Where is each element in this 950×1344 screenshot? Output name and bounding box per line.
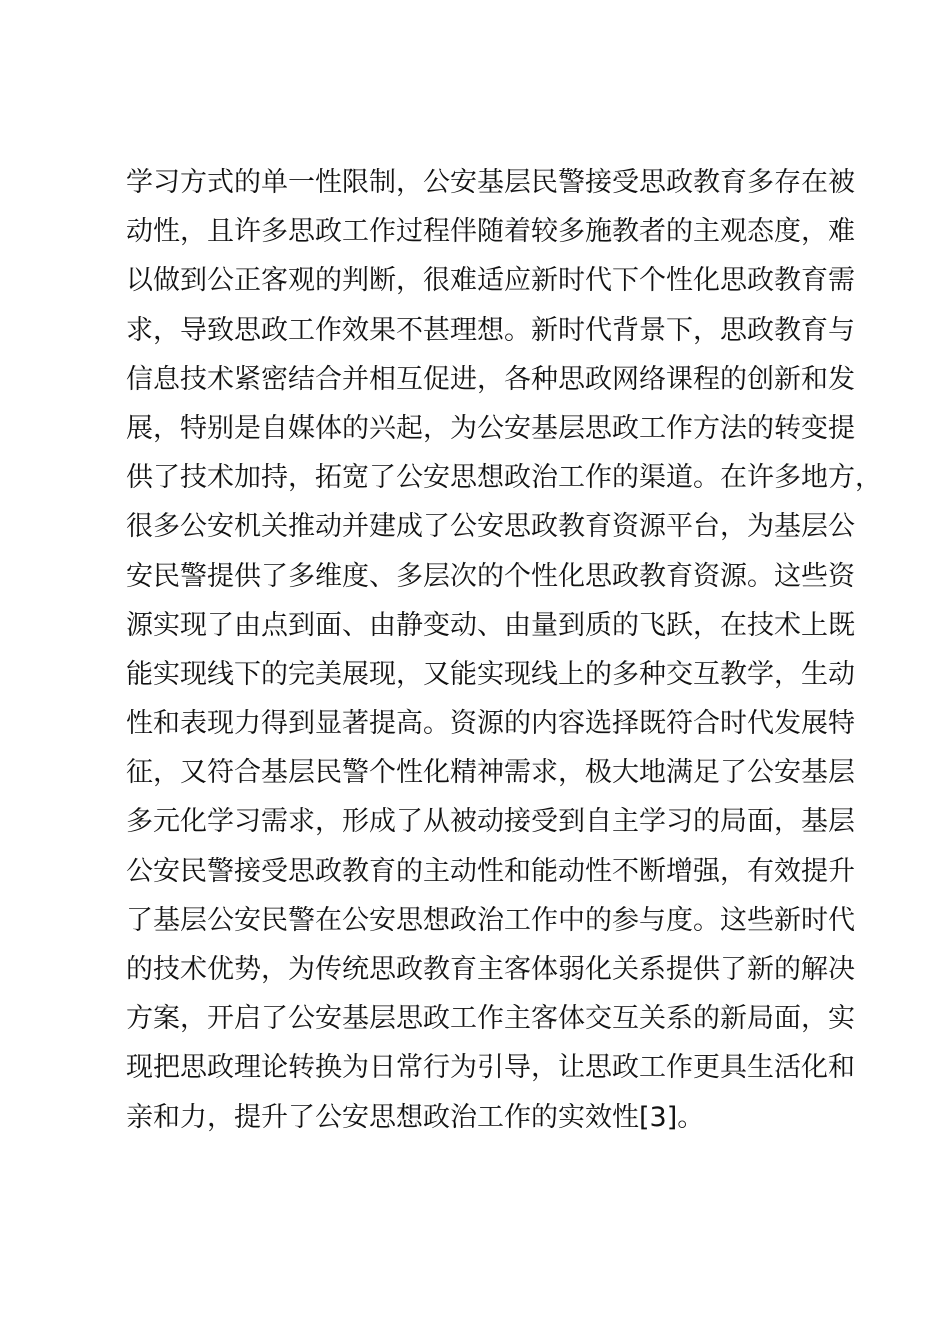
paragraph-line: 求，导致思政工作效果不甚理想。新时代背景下，思政教育与	[126, 314, 855, 346]
paragraph-line: 性和表现力得到显著提高。资源的内容选择既符合时代发展特	[126, 708, 855, 740]
paragraph-line: 动性，且许多思政工作过程伴随着较多施教者的主观态度，难	[126, 216, 855, 248]
paragraph-line: 了基层公安民警在公安思想政治工作中的参与度。这些新时代	[126, 904, 855, 936]
paragraph-line: 能实现线下的完美展现，又能实现线上的多种交互教学，生动	[126, 658, 855, 690]
paragraph-line: 亲和力，提升了公安思想政治工作的实效性[3]。	[126, 1101, 705, 1133]
paragraph-line: 多元化学习需求，形成了从被动接受到自主学习的局面，基层	[126, 806, 855, 838]
paragraph-line: 学习方式的单一性限制，公安基层民警接受思政教育多存在被	[126, 167, 855, 198]
paragraph-line: 信息技术紧密结合并相互促进，各种思政网络课程的创新和发	[126, 363, 855, 395]
paragraph-line: 征，又符合基层民警个性化精神需求，极大地满足了公安基层	[126, 757, 855, 789]
paragraph-line: 安民警提供了多维度、多层次的个性化思政教育资源。这些资	[126, 560, 855, 592]
paragraph-line: 的技术优势，为传统思政教育主客体弱化关系提供了新的解决	[126, 954, 855, 985]
paragraph-line: 源实现了由点到面、由静变动、由量到质的飞跃，在技术上既	[126, 609, 855, 641]
paragraph-line: 现把思政理论转换为日常行为引导，让思政工作更具生活化和	[126, 1052, 855, 1084]
paragraph-line: 以做到公正客观的判断，很难适应新时代下个性化思政教育需	[126, 265, 855, 297]
paragraph-line: 很多公安机关推动并建成了公安思政教育资源平台，为基层公	[126, 511, 855, 543]
body-paragraph	[126, 167, 882, 1166]
paragraph-line: 方案，开启了公安基层思政工作主客体交互关系的新局面，实	[126, 1003, 855, 1035]
paragraph-line: 公安民警接受思政教育的主动性和能动性不断增强，有效提升	[126, 855, 855, 887]
paragraph-line: 展，特别是自媒体的兴起，为公安基层思政工作方法的转变提	[126, 412, 855, 444]
paragraph-line: 供了技术加持，拓宽了公安思想政治工作的渠道。在许多地方，	[126, 462, 882, 494]
